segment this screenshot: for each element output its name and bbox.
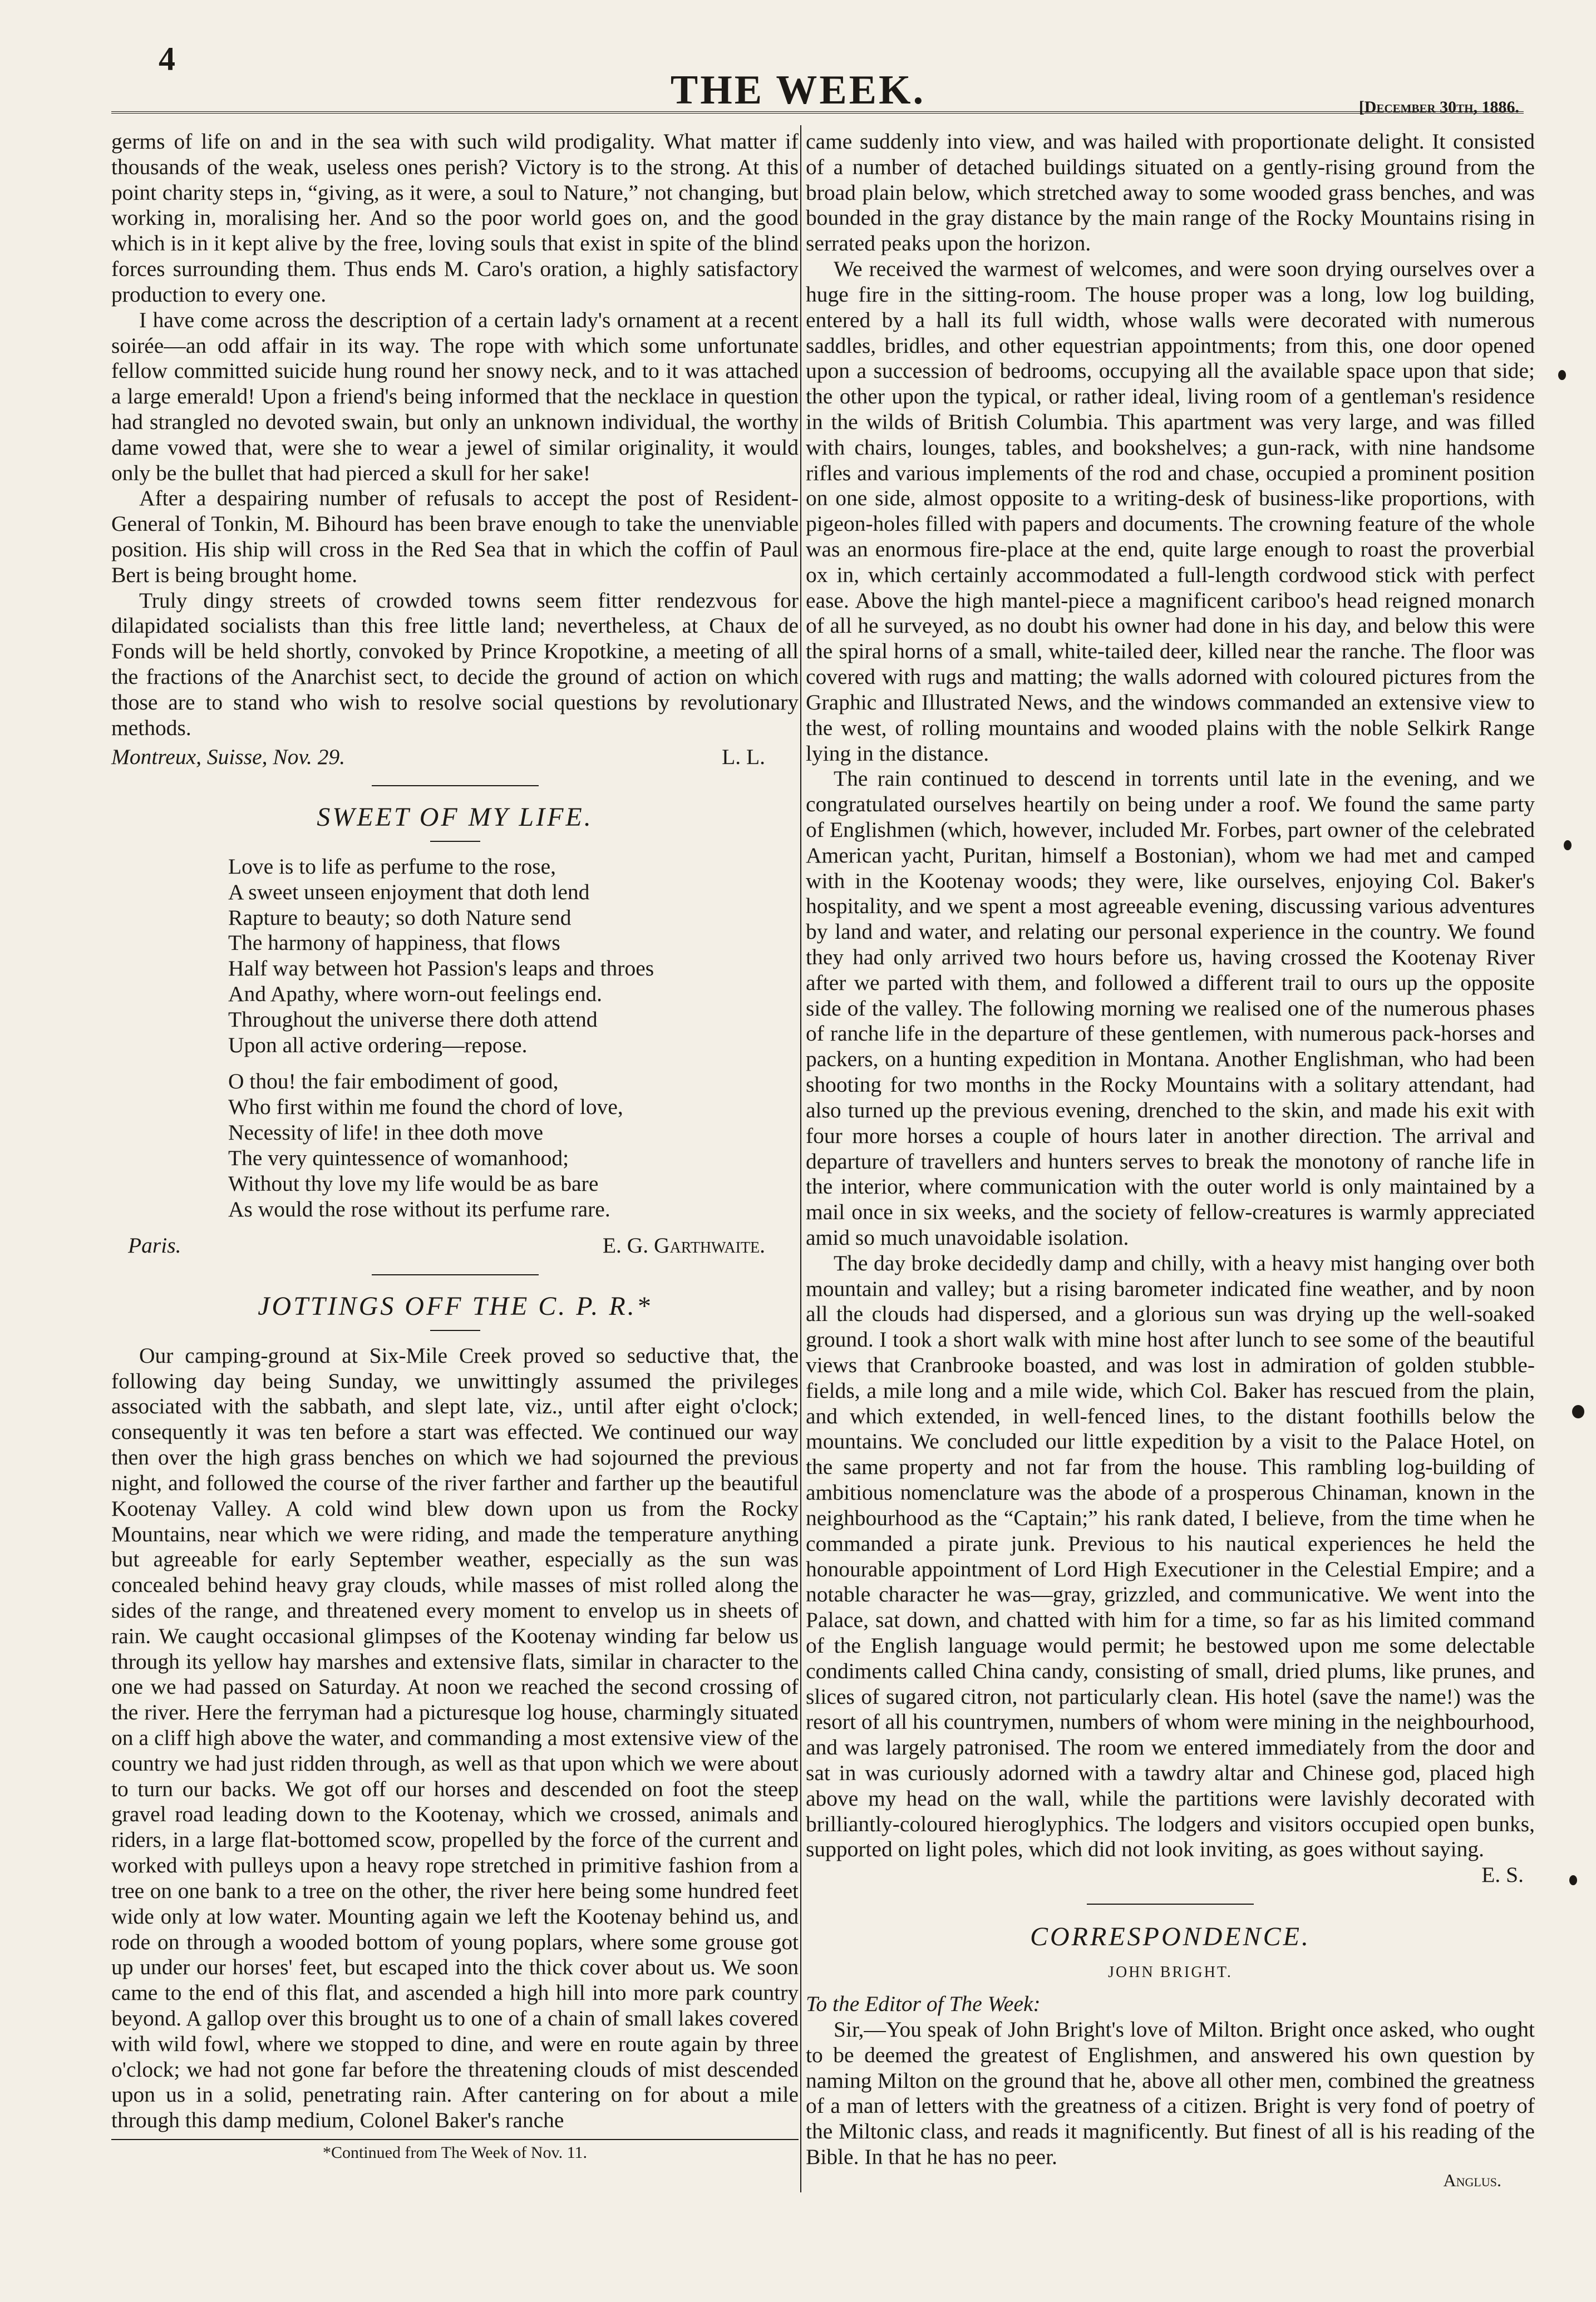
letter-dateline: Montreux, Suisse, Nov. 29. — [111, 744, 346, 769]
poem — [228, 854, 799, 1222]
correspondence-body: Sir,—You speak of John Bright's love of Milton. Bright once asked, who ought to be deemed the greatest of Englishmen, and answered his own question by naming Milton on the ground that he, above all other men, combined the greatness of a man of letters with the greatness of a citizen. Bright is very fond of poetry of the Miltonic class, and reads it magnificently. But finest of all is his reading of the Bible. In that he has no peer. — [806, 2017, 1535, 2170]
margin-mark — [1558, 370, 1566, 380]
poem-title: SWEET OF MY LIFE. — [317, 802, 593, 832]
poem-line: Necessity of life! in thee doth move — [228, 1120, 543, 1145]
article-signature: E. S. — [1481, 1862, 1524, 1887]
poem-line: Without thy love my life would be as bare — [228, 1171, 599, 1196]
correspondence-title: CORRESPONDENCE. — [1030, 1922, 1311, 1952]
poem-line: Love is to life as perfume to the rose, — [228, 854, 556, 879]
jottings-title: JOTTINGS OFF THE C. P. R.* — [258, 1292, 652, 1322]
jottings-paragraph: Our camping-ground at Six-Mile Creek proved so seductive that, the following day being Sunday, we unwittingly assumed the privileges associated with the sabbath, and slept late, viz., until after eight o'clock; consequently it was ten before a start was effected. We continued our way then over the high grass benches on which we had sojourned the previous night, and followed the course of the river farther and farther up the beautiful Kootenay Valley. A cold wind blew down upon us from the Rocky Mountains, near which we were riding, and made the temperature anything but agreeable for early September weather, especially as the sun was concealed behind heavy gray clouds, while masses of mist rolled along the sides of the range, and threatened every moment to envelop us in sheets of rain. We caught occasional glimpses of the Kootenay winding far below us through its yellow hay marshes and extensive flats, similar in character to the one we had passed on Saturday. At noon we reached the second crossing of the river. Here the ferryman had a picturesque log house, charmingly situated on a cliff high above the water, and commanding a most extensive view of the country we had just ridden through, as well as that upon which we were about to turn our backs. We got off our horses and descended on foot the steep gravel road leading down to the Kootenay, which we crossed, animals and riders, in a large flat-bottomed scow, propelled by the force of the current and worked with pulleys upon a heavy rope stretched in primitive fashion from a tree on one bank to a tree on the other, the river here being some hundred feet wide only at low water. Mounting again we left the Kootenay behind us, and rode on through a wooded bottom of young poplars, where some grouse got up under our horses' feet, but escaped into the thick cover about us. We soon came to the end of this flat, and ascended a high hill into more park country beyond. A gallop over this brought us to one of a chain of small lakes covered with wild fowl, where we stopped to dine, and were en route again by three o'clock; we had not gone far before the threatening clouds of mist descended upon us in a solid, penetrating rain. After cantering on for about a mile through this damp medium, Colonel Baker's ranche — [111, 1343, 799, 2133]
poem-line: Upon all active ordering—repose. — [228, 1032, 528, 1057]
section-divider — [1087, 1904, 1254, 1905]
page-number: 4 — [159, 41, 175, 77]
left-column — [111, 129, 799, 2163]
margin-mark — [1569, 1875, 1577, 1885]
footnote: *Continued from The Week of Nov. 11. — [111, 2139, 799, 2163]
letter-paragraph: I have come across the description of a certain lady's ornament at a recent soirée—an odd affair in its way. The rope with which some unfortunate fellow committed suicide hung round her snowy neck, and to it was attached a large emerald! Upon a friend's being informed that the necklace in question had strangled no devoted swain, but only an unknown individual, the worthy dame vowed that, were she to wear a jewel of similar originality, it would only be the bullet that had pierced a skull for her sake! — [111, 307, 799, 485]
poem-line: And Apathy, where worn-out feelings end. — [228, 982, 603, 1007]
article-paragraph: The day broke decidedly damp and chilly, with a heavy mist hanging over both mountain and valley; but a rising barometer indicated fine weather, and by noon all the clouds had dispersed, and a glorious sun was drying up the well-soaked ground. I took a short walk with mine host after lunch to see some of the beautiful views that Cranbrooke boasted, and was lost in admiration of golden stubble-fields, a mile long and a mile wide, which Col. Baker has rescued from the plain, and which extended, in well-fenced lines, to the distant foothills below the mountains. We concluded our little expedition by a visit to the Palace Hotel, on the same property and not far from the house. This rambling log-building of ambitious nomenclature was the abode of a prosperous Chinaman, known in the neighbourhood as the “Captain;” his rank dated, I believe, from the time when he commanded a pirate junk. Previous to his nautical experiences he held the honourable appointment of Lord High Executioner in the Celestial Empire; and a notable character he was—gray, grizzled, and communicative. We went into the Palace, sat down, and chatted with him for a time, so far as his limited command of the English language would permit; he bestowed upon me some delectable condiments called China candy, consisting of small, dried plums, like prunes, and slices of sugared citron, not particularly clean. His hotel (save the name!) was the resort of all his countrymen, numbers of whom were mining in the neighbourhood, and was largely patronised. The room we entered immediately from the door and sat in was curiously adorned with a tawdry altar and Chinese god, placed high above my head on the wall, while the partitions were lavishly decorated with brilliantly-coloured hieroglyphics. The lodgers and visitors occupied open bunks, supported on light poles, which did not look inviting, as goes without saying. — [806, 1250, 1535, 1862]
poem-stanza-2 — [228, 1069, 799, 1222]
issue-date: [December 30th, 1886. — [1358, 98, 1519, 116]
poem-line: The very quintessence of womanhood; — [228, 1145, 569, 1170]
article-paragraph: We received the warmest of welcomes, and were soon drying ourselves over a huge fire in the sitting-room. The house proper was a long, low log building, entered by a hall its full width, whose walls were decorated with numerous saddles, bridles, and other equestrian appointments; from this, one door opened upon a succession of bedrooms, occupying all the available space upon that side; the other upon the typical, or rather ideal, living room of a gentleman's residence in the wilds of British Columbia. This apartment was very large, and was filled with chairs, lounges, tables, and bookshelves; a gun-rack, with nine handsome rifles and various implements of the rod and chase, occupied a prominent position on one side, almost opposite to a writing-desk of business-like proportions, with pigeon-holes filled with papers and documents. The crowning feature of the whole was an enormous fire-place at the end, quite large enough to roast the proverbial ox in, which certainly accommodated a full-length cordwood stick with perfect ease. Above the high mantel-piece a magnificent cariboo's head reigned monarch of all he surveyed, as no doubt his owner had done in his day, and below this were the spiral horns of a small, white-tailed deer, killed near the ranche. The floor was covered with rugs and matting; the walls adorned with coloured pictures from the Graphic and Illustrated News, and the windows commanded an extensive view to the west, of rolling mountains and wooded plains with the noble Selkirk Range lying in the distance. — [806, 257, 1535, 766]
section-divider — [372, 785, 539, 786]
article-paragraph: came suddenly into view, and was hailed with proportionate delight. It consisted of a number of detached buildings situated on a gently-rising ground from the broad plain below, which stretched away to some wooded grass benches, and was bounded in the gray distance by the main range of the Rocky Mountains rising in serrated peaks upon the horizon. — [806, 129, 1535, 256]
correspondence-subtitle: JOHN BRIGHT. — [1108, 1963, 1233, 1981]
poem-stanza-1 — [228, 854, 799, 1058]
title-underline — [430, 1330, 480, 1331]
poem-line: A sweet unseen enjoyment that doth lend — [228, 879, 590, 904]
margin-mark — [1564, 840, 1572, 850]
poem-line: Half way between hot Passion's leaps and throes — [228, 956, 654, 981]
right-column — [806, 129, 1535, 2191]
poem-place: Paris. — [128, 1233, 181, 1258]
margin-mark — [1572, 1405, 1584, 1418]
poem-line: The harmony of happiness, that flows — [228, 930, 560, 955]
letter-signature: L. L. — [722, 744, 765, 769]
title-underline — [430, 841, 480, 842]
letter-signoff — [111, 745, 799, 770]
article-paragraph: The rain continued to descend in torrents until late in the evening, and we congratulated ourselves heartily on being under a roof. We found the same party of Englishmen (which, however, included Mr. Forbes, part owner of the celebrated American yacht, Puritan, himself a Bostonian), whom we had met and camped with in the Kootenay woods; they were, like ourselves, enjoying Col. Baker's hospitality, and we spent a most agreeable evening, discussing various adventures by land and water, and relating our personal experience in the country. We found they had only arrived two hours before us, having crossed the Kootenay River after we parted with them, and followed a different trail to ours up the opposite side of the valley. The following morning we realised one of the numerous phases of ranche life in the departure of these gentlemen, with numerous pack-horses and packers, on a hunting expedition in Montana. Another Englishman, who had been shooting for two months in the Rocky Mountains with a solitary attendant, had also turned up the previous evening, drenched to the skin, and made his exit with four more horses a couple of hours later in another direction. The arrival and departure of travellers and hunters serves to break the monotony of ranche life in the interior, where communication with the outer world is only maintained by a mail once in six weeks, and the society of fellow-creatures is warmly appreciated amid so much unavoidable isolation. — [806, 766, 1535, 1250]
letter-paragraph: After a despairing number of refusals to accept the post of Resident-General of Tonkin, M. Bihourd has been brave enough to take the unenviable position. His ship will cross in the Red Sea that in which the coffin of Paul Bert is being brought home. — [111, 486, 799, 587]
poem-line: Throughout the universe there doth attend — [228, 1007, 598, 1032]
poem-line: Rapture to beauty; so doth Nature send — [228, 905, 572, 930]
correspondence-salutation: To the Editor of The Week: — [806, 1992, 1041, 2017]
poem-line: As would the rose without its perfume rare. — [228, 1196, 610, 1221]
letter-paragraph: Truly dingy streets of crowded towns seem fitter rendezvous for dilapidated socialists than this free little land; nevertheless, at Chaux de Fonds will be held shortly, convoked by Prince Kropotkine, a meeting of all the fractions of the Anarchist sect, to decide the ground of action on which those are to stand who wish to resolve social questions by revolutionary methods. — [111, 588, 799, 740]
poem-line: Who first within me found the chord of love, — [228, 1095, 623, 1120]
column-divider — [800, 125, 801, 2192]
header-rule — [111, 111, 1524, 114]
masthead-title: THE WEEK. — [670, 67, 926, 113]
poem-signoff — [128, 1233, 799, 1259]
section-divider — [372, 1274, 539, 1275]
poem-line: O thou! the fair embodiment of good, — [228, 1069, 559, 1094]
poem-author: E. G. Garthwaite. — [602, 1233, 765, 1258]
letter-paragraph: germs of life on and in the sea with such wild prodigality. What matter if thousands of the weak, useless ones perish? Victory is to the strong. At this point charity steps in, “giving, as it were, a soul to Nature,” not changing, but working in, moralising her. And so the poor world goes on, and the good which is in it kept alive by the free, loving souls that exist in spite of the blind forces surrounding them. Thus ends M. Caro's oration, a highly satisfactory production to every one. — [111, 129, 799, 307]
correspondence-signature: Anglus. — [1443, 2170, 1501, 2190]
